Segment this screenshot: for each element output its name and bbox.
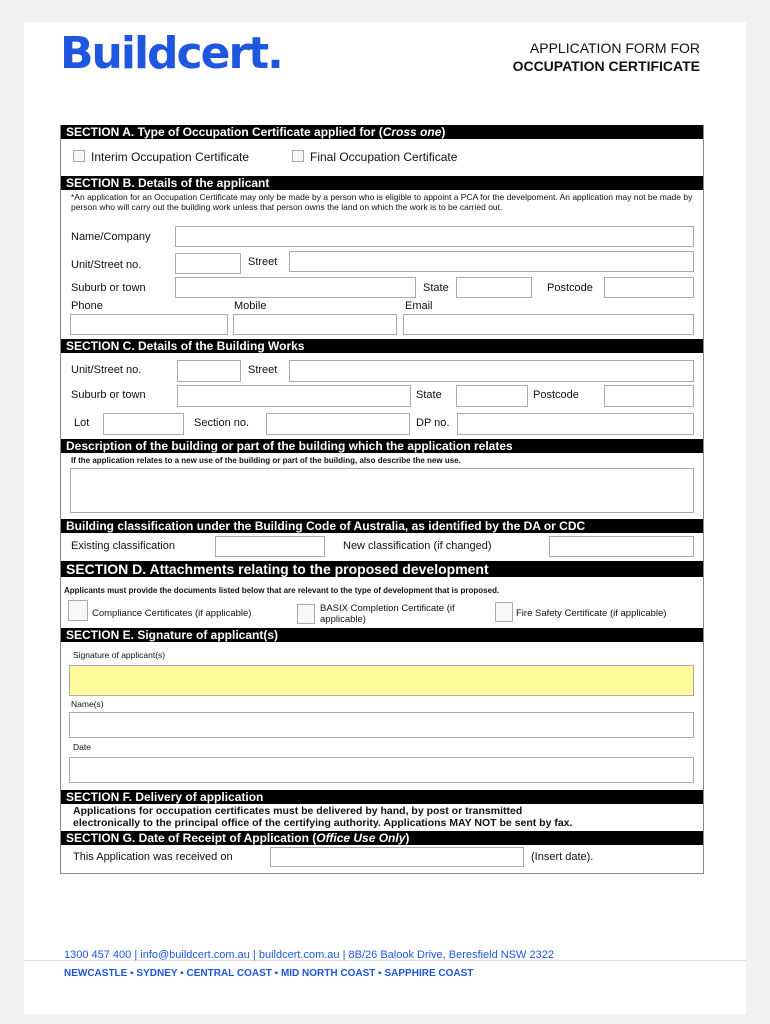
application-form [60, 125, 704, 874]
section-no-field[interactable] [266, 413, 410, 435]
section-g-title: SECTION G. Date of Receipt of Application ( [66, 831, 317, 845]
received-label: This Application was received on [73, 851, 233, 863]
section-no-label: Section no. [194, 417, 250, 429]
section-g-header [61, 831, 703, 845]
section-c-header: SECTION C. Details of the Building Works [61, 339, 703, 353]
date-label: Date [73, 742, 91, 752]
final-checkbox[interactable] [292, 150, 304, 162]
works-street-field[interactable] [289, 360, 694, 382]
fire-safety-checkbox[interactable] [495, 602, 513, 622]
footer-contact: 1300 457 400 | info@buildcert.com.au | buildcert.com.au | 8B/26 Balook Drive, Beresfield NSW 2322 [64, 949, 554, 961]
insert-date-label: (Insert date). [531, 851, 594, 863]
description-note: If the application relates to a new use of the building or part of the building, also describe the new use. [71, 456, 461, 465]
section-d-note: Applicants must provide the documents listed below that are relevant to the type of development that is proposed. [64, 586, 500, 595]
names-label: Name(s) [71, 699, 104, 709]
existing-classification-label: Existing classification [71, 540, 175, 552]
works-suburb-field[interactable] [177, 385, 411, 407]
form-title-line2: OCCUPATION CERTIFICATE [512, 58, 700, 74]
works-unit-label: Unit/Street no. [71, 364, 142, 376]
buildcert-logo: Buildcert. [60, 28, 282, 79]
suburb-field[interactable] [175, 277, 416, 298]
basix-checkbox[interactable] [297, 604, 315, 624]
phone-field[interactable] [70, 314, 228, 335]
interim-checkbox[interactable] [73, 150, 85, 162]
delivery-text-line2: electronically to the principal office of the certifying authority. Applications MAY NOT be sent by fax. [73, 817, 573, 829]
received-date-field[interactable] [270, 847, 524, 867]
postcode-label: Postcode [547, 282, 593, 294]
works-suburb-label: Suburb or town [71, 389, 146, 401]
street-field[interactable] [289, 251, 694, 272]
date-field[interactable] [69, 757, 694, 783]
state-label: State [423, 282, 449, 294]
section-g-title-end: ) [405, 831, 410, 845]
works-postcode-field[interactable] [604, 385, 694, 407]
description-header: Description of the building or part of the building which the application relates [61, 439, 703, 453]
email-field[interactable] [403, 314, 694, 335]
names-field[interactable] [69, 712, 694, 738]
suburb-label: Suburb or town [71, 282, 146, 294]
state-field[interactable] [456, 277, 532, 298]
name-company-label: Name/Company [71, 231, 151, 243]
lot-field[interactable] [103, 413, 184, 435]
name-company-field[interactable] [175, 226, 694, 247]
compliance-label: Compliance Certificates (if applicable) [92, 608, 252, 619]
section-f-header: SECTION F. Delivery of application [61, 790, 703, 804]
works-street-label: Street [248, 364, 278, 376]
description-field[interactable] [70, 468, 694, 513]
works-state-field[interactable] [456, 385, 528, 407]
section-e-header: SECTION E. Signature of applicant(s) [61, 628, 703, 642]
signature-label: Signature of applicant(s) [73, 650, 166, 660]
dp-no-label: DP no. [416, 417, 450, 429]
existing-classification-field[interactable] [215, 536, 325, 557]
compliance-checkbox[interactable] [68, 600, 88, 621]
signature-field[interactable] [69, 665, 694, 696]
new-classification-field[interactable] [549, 536, 694, 557]
works-postcode-label: Postcode [533, 389, 579, 401]
fire-safety-label: Fire Safety Certificate (if applicable) [516, 608, 667, 619]
phone-label: Phone [71, 300, 103, 312]
section-b-note: *An application for an Occupation Certificate may only be made by a person who is eligible to appoint a PCA for the develpoment. An application may not be made by person who will carry out the building work unless that person owns the land on which the work is to be carried out. [71, 192, 693, 212]
email-label: Email [405, 300, 433, 312]
basix-label: BASIX Completion Certificate (if applicable) [320, 603, 455, 625]
street-label: Street [248, 256, 278, 268]
new-classification-label: New classification (if changed) [343, 540, 492, 552]
classification-header: Building classification under the Building Code of Australia, as identified by the DA or CDC [61, 519, 703, 533]
mobile-field[interactable] [233, 314, 397, 335]
section-d-header: SECTION D. Attachments relating to the proposed development [61, 561, 703, 577]
postcode-field[interactable] [604, 277, 694, 298]
dp-no-field[interactable] [457, 413, 694, 435]
interim-label: Interim Occupation Certificate [91, 150, 250, 164]
final-label: Final Occupation Certificate [310, 150, 458, 164]
footer-locations: NEWCASTLE ▪ SYDNEY ▪ CENTRAL COAST ▪ MID NORTH COAST ▪ SAPPHIRE COAST [64, 968, 474, 979]
lot-label: Lot [74, 417, 90, 429]
unit-label: Unit/Street no. [71, 259, 142, 271]
works-state-label: State [416, 389, 442, 401]
delivery-text-line1: Applications for occupation certificates must be delivered by hand, by post or transmitted [73, 805, 523, 817]
unit-field[interactable] [175, 253, 241, 274]
mobile-label: Mobile [234, 300, 267, 312]
works-unit-field[interactable] [177, 360, 241, 382]
section-a-header: SECTION A. Type of Occupation Certificate applied for (Cross one) [61, 125, 703, 139]
form-title-line1: APPLICATION FORM FOR [529, 40, 700, 56]
section-b-header: SECTION B. Details of the applicant [61, 176, 703, 190]
section-g-office-use: Office Use Only [316, 831, 406, 845]
